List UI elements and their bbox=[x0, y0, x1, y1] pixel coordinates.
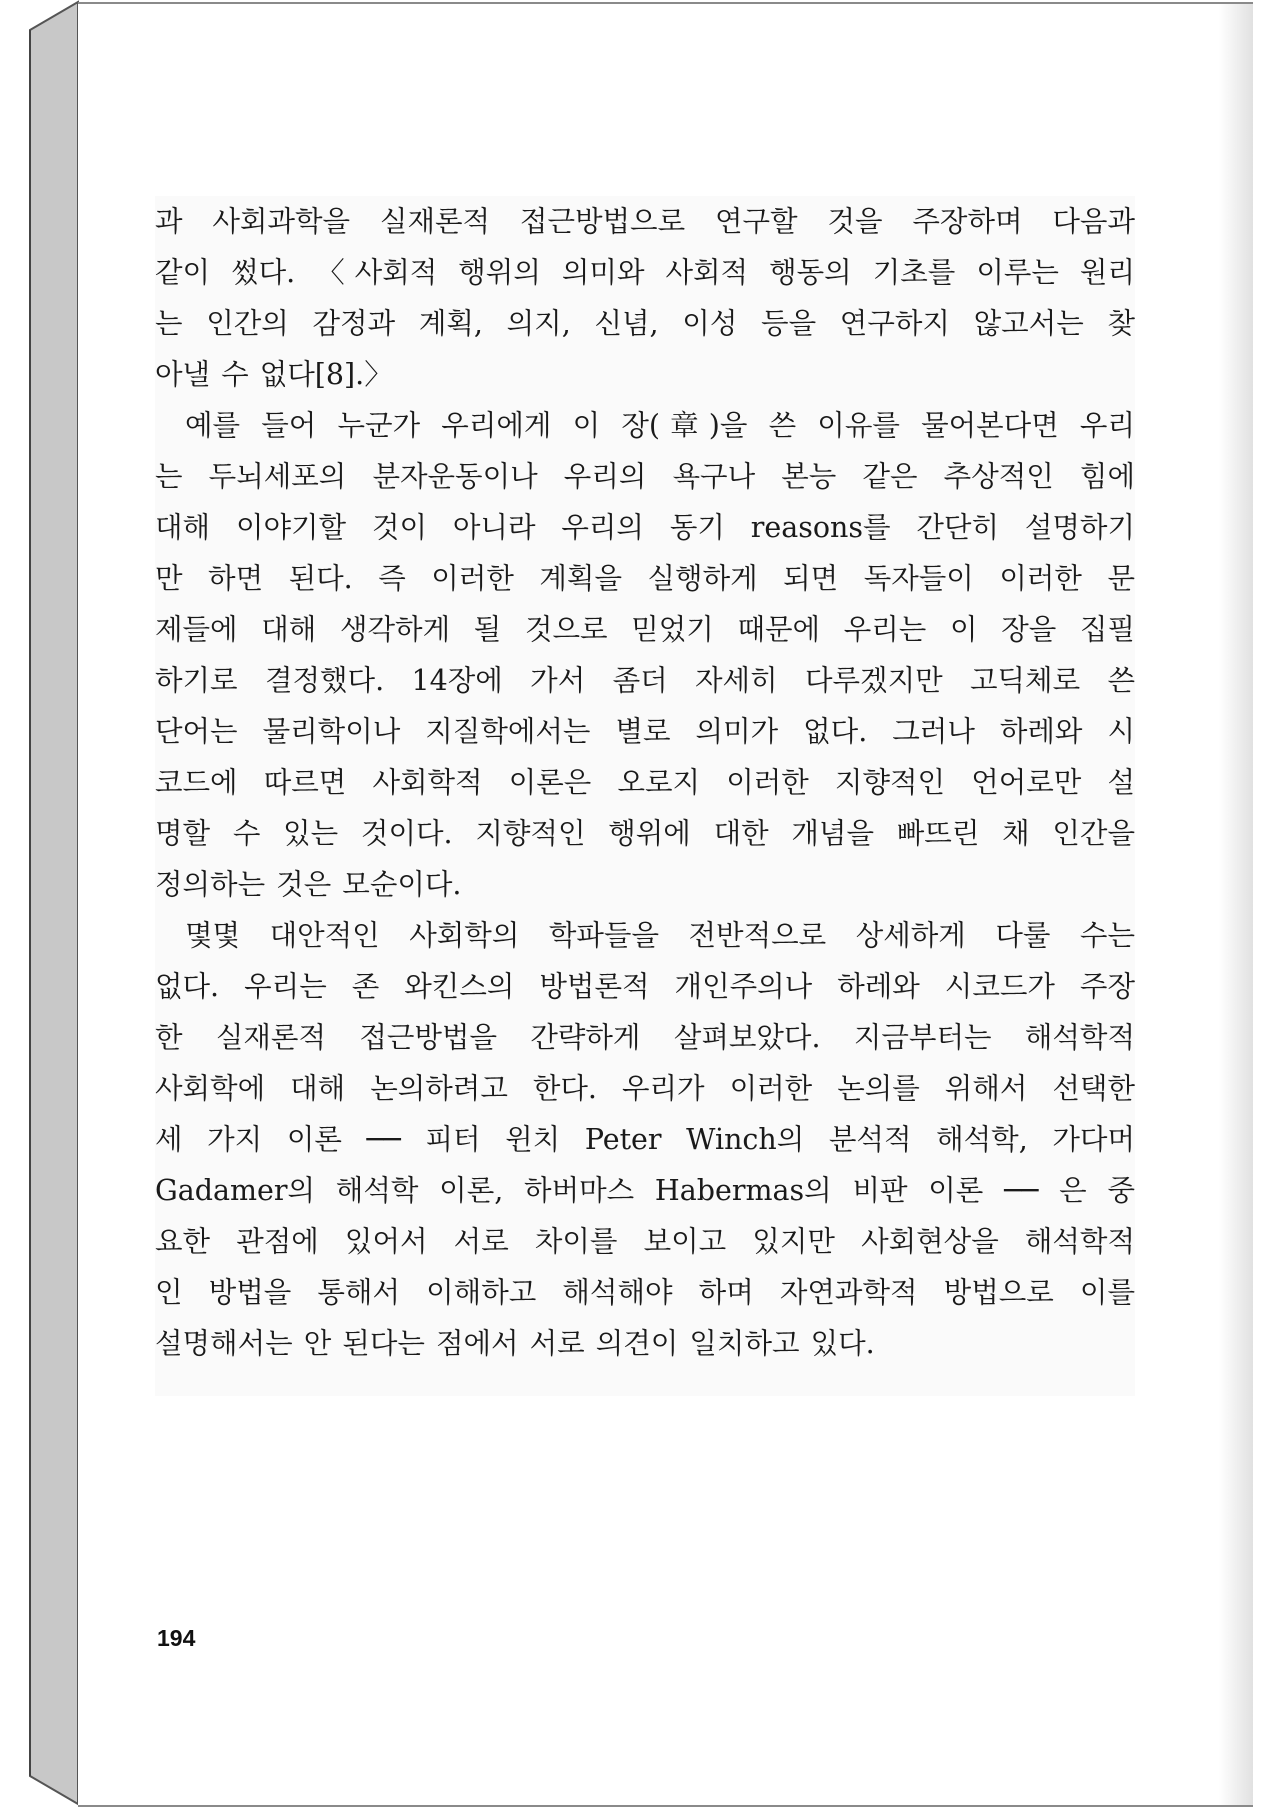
text-line: 하기로 결정했다. 14장에 가서 좀더 자세히 다루겠지만 고딕체로 쓴 bbox=[155, 664, 1135, 697]
text-line: 단어는 물리학이나 지질학에서는 별로 의미가 없다. 그러나 하레와 시 bbox=[155, 715, 1135, 748]
text-line: 사회학에 대해 논의하려고 한다. 우리가 이러한 논의를 위해서 선택한 bbox=[155, 1072, 1135, 1105]
text-line: 과 사회과학을 실재론적 접근방법으로 연구할 것을 주장하며 다음과 bbox=[155, 205, 1135, 238]
text-line: 같이 썼다. 〈사회적 행위의 의미와 사회적 행동의 기초를 이루는 원리 bbox=[155, 256, 1135, 289]
text-line: 세 가지 이론 ── 피터 윈치 Peter Winch의 분석적 해석학, 가다머 bbox=[155, 1123, 1135, 1156]
text-line: 설명해서는 안 된다는 점에서 서로 의견이 일치하고 있다. bbox=[155, 1327, 875, 1360]
text-line: 한 실재론적 접근방법을 간략하게 살펴보았다. 지금부터는 해석학적 bbox=[155, 1021, 1135, 1054]
paragraph-3 bbox=[155, 910, 1135, 1369]
text-line: Gadamer의 해석학 이론, 하버마스 Habermas의 비판 이론 ── 은 중 bbox=[155, 1174, 1135, 1207]
text-line: 는 두뇌세포의 분자운동이나 우리의 욕구나 본능 같은 추상적인 힘에 bbox=[155, 460, 1135, 493]
text-line: 대해 이야기할 것이 아니라 우리의 동기 reasons를 간단히 설명하기 bbox=[155, 511, 1135, 544]
text-line: 만 하면 된다. 즉 이러한 계획을 실행하게 되면 독자들이 이러한 문 bbox=[155, 562, 1135, 595]
page-number: 194 bbox=[157, 1625, 196, 1651]
text-line: 코드에 따르면 사회학적 이론은 오로지 이러한 지향적인 언어로만 설 bbox=[155, 766, 1135, 799]
body-text bbox=[155, 196, 1135, 1396]
paragraph-2 bbox=[155, 400, 1135, 910]
text-line: 정의하는 것은 모순이다. bbox=[155, 868, 462, 901]
text-line: 요한 관점에 있어서 서로 차이를 보이고 있지만 사회현상을 해석학적 bbox=[155, 1225, 1135, 1258]
page-shadow bbox=[1219, 4, 1253, 1805]
text-line: 는 인간의 감정과 계획, 의지, 신념, 이성 등을 연구하지 않고서는 찾 bbox=[155, 307, 1135, 340]
text-line: 명할 수 있는 것이다. 지향적인 행위에 대한 개념을 빠뜨린 채 인간을 bbox=[155, 817, 1135, 850]
text-line: 없다. 우리는 존 와킨스의 방법론적 개인주의나 하레와 시코드가 주장 bbox=[155, 970, 1135, 1003]
text-line: 인 방법을 통해서 이해하고 해석해야 하며 자연과학적 방법으로 이를 bbox=[155, 1276, 1135, 1309]
text-line: 몇몇 대안적인 사회학의 학파들을 전반적으로 상세하게 다룰 수는 bbox=[185, 919, 1135, 952]
text-line: 아낼 수 없다[8].〉 bbox=[155, 358, 393, 391]
text-line: 예를 들어 누군가 우리에게 이 장(章)을 쓴 이유를 물어본다면 우리 bbox=[185, 409, 1135, 442]
text-line: 제들에 대해 생각하게 될 것으로 믿었기 때문에 우리는 이 장을 집필 bbox=[155, 613, 1135, 646]
paragraph-1 bbox=[155, 196, 1135, 400]
